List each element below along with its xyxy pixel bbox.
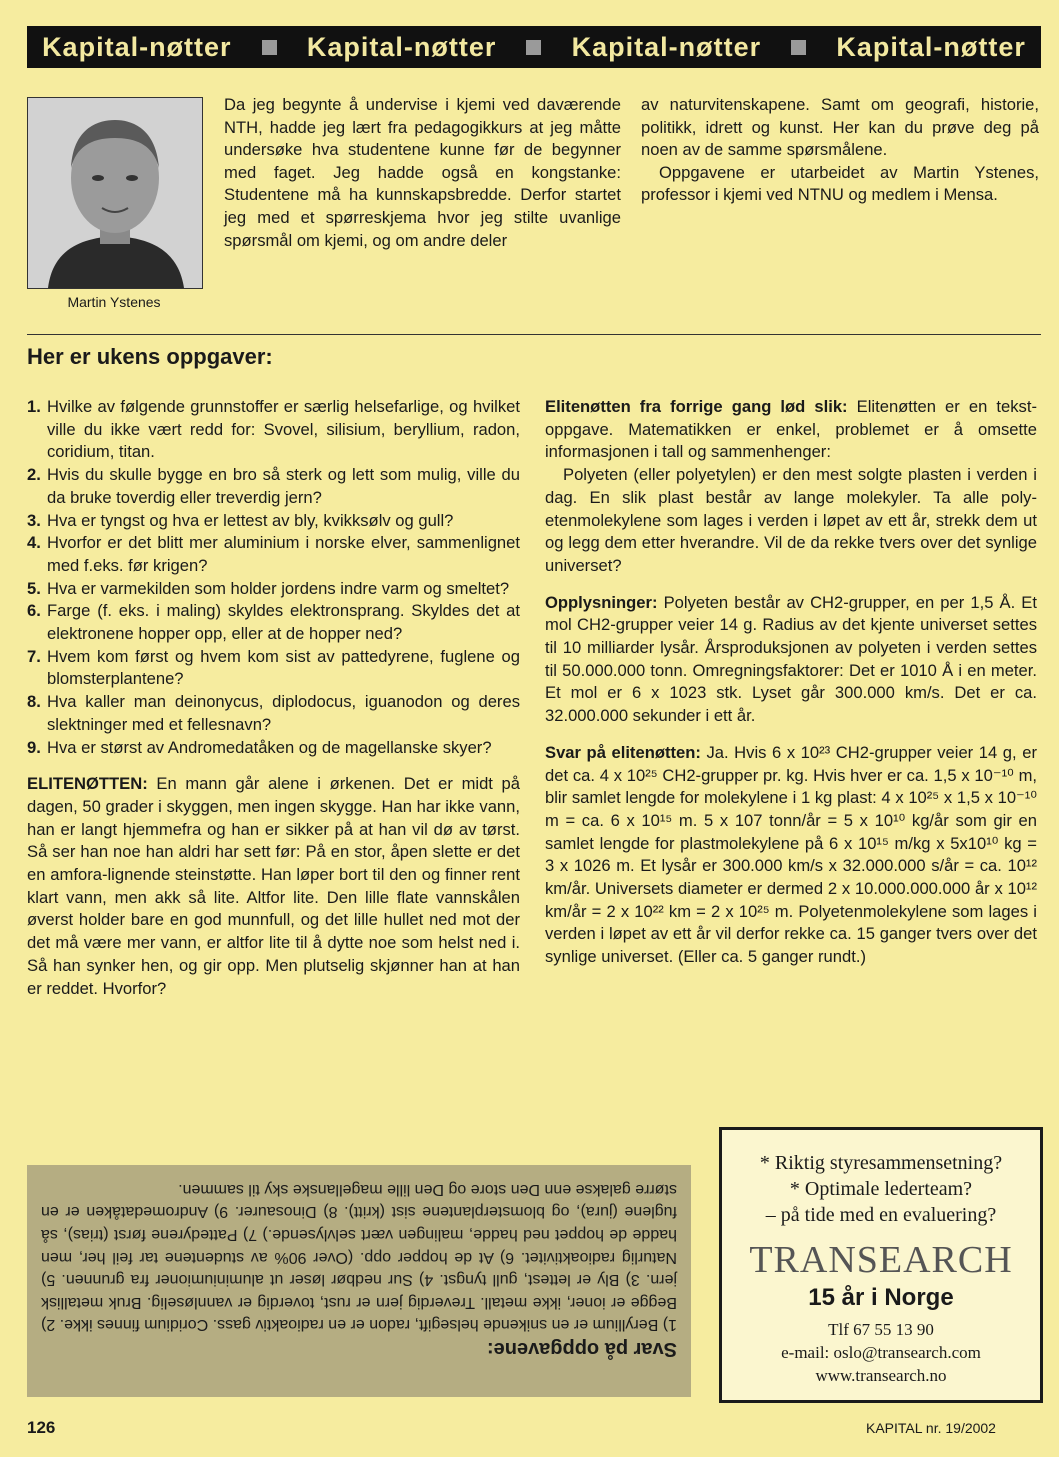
banner-title-3: Kapital-nøtter <box>571 31 762 62</box>
elite-label: ELITENØTTEN: <box>27 774 148 794</box>
question-list <box>27 396 520 759</box>
question-item <box>27 464 520 509</box>
question-text: Hva er størst av Andromedatåken og de magellanske skyer? <box>47 737 492 757</box>
question-item <box>27 578 520 601</box>
answers-upside-down <box>27 1165 691 1372</box>
transearch-advertisement <box>719 1127 1043 1403</box>
elite-puzzle <box>27 773 520 1000</box>
question-item <box>27 396 520 464</box>
ad-phone: Tlf 67 55 13 90 <box>828 1320 934 1339</box>
question-text: Hva er tyngst og hva er lettest av bly, kvikksølv og gull? <box>47 510 454 530</box>
previous-elite <box>545 396 1037 464</box>
question-text: Farge (f. eks. i maling) skyldes elektronsprang. Skyldes det at elektronene hopper opp, eller at de hopper ned? <box>47 601 520 644</box>
question-number: 2. <box>27 465 41 485</box>
answers-title: Svar på oppgavene: <box>486 1337 677 1360</box>
elite-answer-text: Ja. Hvis 6 x 10²³ CH2-grupper veier 14 g, er det ca. 4 x 10²⁵ CH2-grupper pr. kg. Hvis hver er ca. 1,5 x 10⁻¹⁰ m, blir samlet lengde for molekylene i 1 kg plast: 4 x 10²⁵ x 1,5 x 10⁻¹⁰ m = ca. 6 x 10¹⁵ m. 5 x 107 tonn/år = 5 x 10¹⁰ kg/år som gir en samlet lengde for plastmolekylene på 6 x 10¹⁵ m/kg x 5x10¹⁰ kg = 3 x 1026 m. Et lysår er 300.000 km/s x 32.000.000 s/år = ca. 10¹² km/år. Universets diameter er dermed 2 x 10.000.000.000 år x 10¹² km/år = 2 x 10²² km = 2 x 10²⁵ m. Polyetenmolekylene som lages i verden i løpet av ett år vil derfor rekke ca. 15 ganger tvers over det synlige universet. (Eller ca. 5 ganger rundt.) <box>545 742 1037 967</box>
question-item <box>27 737 520 760</box>
question-number: 1. <box>27 397 41 416</box>
square-separator-icon <box>262 40 277 55</box>
intro-paragraph: Oppgavene er utarbeidet av Martin Ystenes, professor i kjemi ved NTNU og medlem i Mensa. <box>641 162 1039 205</box>
ad-contact <box>722 1318 1040 1387</box>
intro-column-2 <box>641 94 1039 207</box>
divider <box>27 334 1041 335</box>
question-item <box>27 510 520 533</box>
square-separator-icon <box>791 40 806 55</box>
answers-box <box>27 1165 691 1397</box>
question-text: Hvem kom først og hvem kom sist av pattedyrene, fuglene og blomsterplantene? <box>47 646 520 689</box>
information-text: Polyeten består av CH2-grupper, en per 1,5 Å. Et mol CH2-grupper veier 14 g. Radius av det kjente universet settes til 10 milliarder lysår. Årsproduksjonen av polyeten i verden settes til 50.000.000 tonn. Omregningsfaktorer: Det er 1010 Å i en meter. Et mol er 6 x 1023 stk. Lyset går 300.000 km/s. Det er ca. 32.000.000 sekunder i ett år. <box>545 592 1037 726</box>
elite-solution-column <box>545 396 1037 969</box>
elite-answer-label: Svar på elitenøtten: <box>545 742 701 762</box>
questions-column <box>27 396 520 1000</box>
ad-email: e-mail: oslo@transearch.com <box>781 1343 981 1362</box>
intro-paragraph: Da jeg begynte å undervise i kjemi ved daværende NTH, hadde jeg lært fra pedagogikkurs at jeg måtte undersøke hva studentene kunne før de begynner med faget. Jeg hadde også en kongstanke: Studentene må ha kunnskapsbredde. Derfor startet jeg med et spørreskjema hvor jeg stilte uvanlige spørsmål om kjemi, og om andre deler <box>224 95 621 250</box>
banner-title-4: Kapital-nøtter <box>836 31 1026 62</box>
author-portrait <box>27 97 203 289</box>
portrait-caption: Martin Ystenes <box>67 294 161 310</box>
ad-years: 15 år i Norge <box>808 1284 954 1311</box>
question-number: 8. <box>27 692 41 712</box>
banner-title-2: Kapital-nøtter <box>306 31 497 62</box>
question-number: 6. <box>27 601 41 621</box>
square-separator-icon <box>526 40 541 55</box>
ad-questions <box>722 1150 1040 1228</box>
question-item <box>27 691 520 736</box>
previous-elite-text: Elitenøtten er en tekstoppgave. Matematikken er enkel, problemet er å omsette informasjonen i tall og sammenhenger: <box>545 397 1037 462</box>
banner-title-1: Kapital-nøtter <box>42 31 232 62</box>
question-number: 5. <box>27 578 41 598</box>
ad-line: * Optimale lederteam? <box>789 1178 973 1200</box>
previous-elite-quote: Polyeten (eller polyetylen) er den mest solgte plasten i verden i dag. En slik plast består av lange molekyler. Ta alle polyetenmolekylene som lages i verden i løpet av ett år, strekk dem ut og legg dem etter hverandre. Vil de da rekke tvers over det synlige universet? <box>545 465 1037 575</box>
page-number: 126 <box>27 1418 56 1437</box>
header-banner <box>27 26 1041 68</box>
question-item <box>27 600 520 645</box>
information <box>545 592 1037 728</box>
issue-label: KAPITAL nr. 19/2002 <box>866 1420 996 1436</box>
intro-paragraph: av naturvitenskapene. Samt om geografi, historie, politikk, idrett og kunst. Her kan du prøve deg på noen av de samme spørsmålene. <box>641 95 1039 160</box>
question-text: Hvorfor er det blitt mer aluminium i norske elver, sammenlignet med f.eks. før krigen? <box>47 533 520 575</box>
previous-elite-label: Elitenøtten fra forrige gang lød slik: <box>545 397 848 416</box>
answers-text: 1) Beryllium er en snikende helsegift, radon er en radioaktiv gass. Coridium finnes ikke. 2) Begge er ioner, ikke metall. Treverdig jern er rust, toverdig er vannløselig. Bruk metallisk jern. 3) Bly er lettest, gull tyngst. 4) Sur nedbør løser ut aluminiumioner fra grunnen. 5) Naturlig radioaktivitet. 6) At de hopper opp. (Over 90% av studentene tar feil her, men hadde de hoppet ned hadde, malingen vært selvlysende.) 7) Pattedyrene først (trias), så fuglene (jura), og blomsterplantene sist (kritt). 8) Dinosaurer. 9) Andromedatåken er en større galakse enn Den store og Den lille magellanske sky til sammen. <box>41 1180 677 1334</box>
information-label: Opplysninger: <box>545 592 658 612</box>
question-item <box>27 532 520 577</box>
ad-line: * Riktig styresammensetning? <box>759 1152 1003 1174</box>
section-heading: Her er ukens oppgaver: <box>27 344 273 369</box>
elite-answer <box>545 742 1037 969</box>
elite-text: En mann går alene i ørkenen. Det er midt på dagen, 50 grader i skyggen, men ingen skygge. Han har ikke vann, han er langt hjemmefra og han er sikker på at han vil dø av tørst. Så ser han noe han aldri har sett før: På en stor, åpen slette er det en amfora-lignende steinstøtte. Han løper bort til den og finner rent klart vann, men akk så lite. Altfor lite. Den lille flate vannskålen øverst holder bare en god munnfull, og det lille hullet ned mot der det må være mer vann, er altfor lite til å dytte noe som helst ned i. Så han synker hen, og gir opp. Men plutselig skjønner han at han er reddet. Hvorfor? <box>27 774 520 998</box>
transearch-logo: TRANSEARCH <box>749 1239 1013 1281</box>
question-number: 9. <box>27 737 41 757</box>
question-text: Hva er varmekilden som holder jordens indre varm og smeltet? <box>47 578 510 598</box>
ad-line: – på tide med en evaluering? <box>765 1204 997 1226</box>
question-number: 7. <box>27 646 41 666</box>
question-text: Hvilke av følgende grunnstoffer er særlig helsefarlige, og hvilket ville du ikke vært redd for: Svovel, silisium, beryllium, radon, coridium, titan. <box>47 397 520 462</box>
question-number: 3. <box>27 510 41 530</box>
question-number: 4. <box>27 533 41 553</box>
intro-column-1 <box>224 94 621 252</box>
question-text: Hva kaller man deinonycus, diplodocus, iguanodon og deres slektninger med et fellesnavn? <box>47 692 520 734</box>
ad-website: www.transearch.no <box>815 1366 947 1385</box>
question-item <box>27 646 520 691</box>
portrait-illustration <box>28 98 202 288</box>
question-text: Hvis du skulle bygge en bro så sterk og lett som mulig, ville du da bruke toverdig eller treverdig jern? <box>47 465 520 507</box>
